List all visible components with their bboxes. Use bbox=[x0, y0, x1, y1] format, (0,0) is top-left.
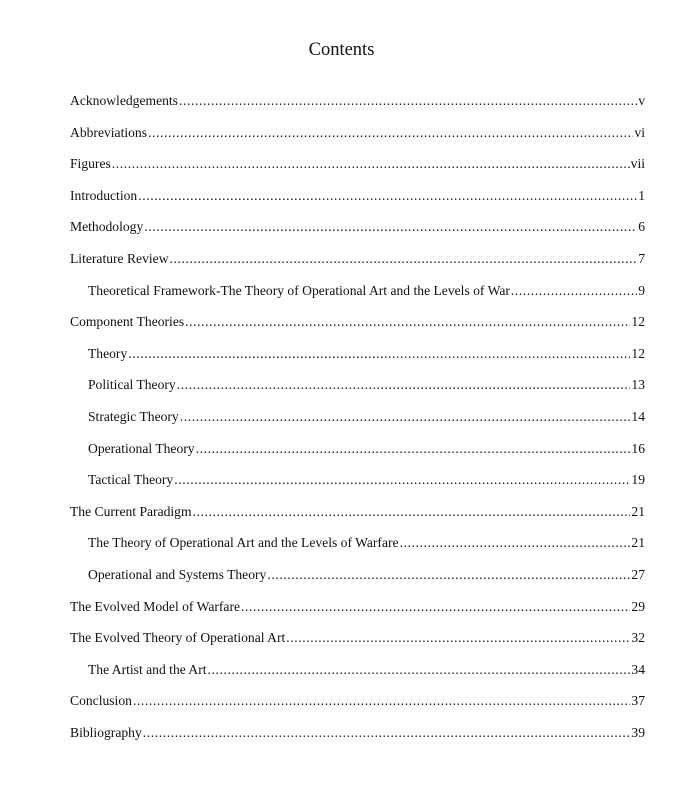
toc-entry-label: Acknowledgements bbox=[70, 93, 178, 108]
table-of-contents bbox=[70, 91, 645, 754]
toc-entry-page-number: 34 bbox=[631, 661, 645, 677]
toc-dot-leader bbox=[148, 123, 633, 143]
toc-entry bbox=[70, 375, 645, 407]
toc-entry-label: Abbreviations bbox=[70, 124, 148, 140]
toc-entry-label: The Theory of Operational Art and the Levels of Warfare bbox=[88, 535, 399, 551]
toc-entry-label: Tactical Theory bbox=[88, 472, 174, 488]
toc-entry bbox=[70, 407, 645, 439]
toc-entry-page-number: 16 bbox=[631, 440, 645, 456]
toc-dot-leader bbox=[143, 723, 631, 743]
toc-entry-page-number: 29 bbox=[631, 598, 645, 614]
toc-entry-page-number: 13 bbox=[631, 377, 645, 393]
toc-entry-label: Theory bbox=[88, 345, 128, 361]
toc-dot-leader bbox=[196, 439, 631, 459]
toc-dot-leader bbox=[511, 281, 637, 301]
toc-dot-leader bbox=[185, 312, 630, 332]
toc-entry-label: The Evolved Model of Warfare bbox=[70, 598, 241, 614]
toc-entry-label: Theoretical Framework-The Theory of Operational Art and the Levels of War bbox=[88, 282, 510, 298]
toc-entry-label: Methodology bbox=[70, 219, 144, 235]
toc-dot-leader bbox=[128, 344, 630, 364]
toc-entry-page-number: 32 bbox=[631, 630, 645, 646]
toc-entry-label: The Current Paradigm bbox=[70, 503, 192, 519]
toc-entry-page-number: 7 bbox=[638, 250, 645, 266]
toc-dot-leader bbox=[241, 597, 630, 617]
toc-entry-page-number: v bbox=[638, 93, 645, 108]
toc-entry bbox=[70, 186, 645, 218]
toc-entry bbox=[70, 470, 645, 502]
toc-entry-label: Conclusion bbox=[70, 693, 132, 709]
toc-dot-leader bbox=[193, 502, 631, 522]
toc-entry bbox=[70, 533, 645, 565]
toc-dot-leader bbox=[177, 375, 631, 395]
toc-entry-page-number: 27 bbox=[631, 566, 645, 582]
toc-entry bbox=[70, 154, 645, 186]
toc-entry bbox=[70, 597, 645, 629]
toc-entry bbox=[70, 123, 645, 155]
toc-dot-leader bbox=[267, 565, 630, 585]
toc-entry bbox=[70, 312, 645, 344]
toc-entry-page-number: 1 bbox=[638, 187, 645, 203]
page-title: Contents bbox=[308, 40, 375, 60]
toc-entry-label: Literature Review bbox=[70, 250, 169, 266]
toc-entry-page-number: 14 bbox=[631, 408, 645, 424]
toc-dot-leader bbox=[174, 470, 630, 490]
toc-entry bbox=[70, 249, 645, 281]
toc-entry bbox=[70, 565, 645, 597]
toc-dot-leader bbox=[144, 217, 637, 237]
toc-entry-page-number: 21 bbox=[631, 535, 645, 551]
toc-dot-leader bbox=[170, 249, 638, 269]
toc-entry-label: Operational and Systems Theory bbox=[88, 566, 267, 582]
toc-entry bbox=[70, 217, 645, 249]
toc-entry bbox=[70, 281, 645, 313]
toc-entry-label: Introduction bbox=[70, 187, 138, 203]
toc-dot-leader bbox=[286, 628, 630, 648]
toc-entry-page-number: vi bbox=[634, 124, 645, 140]
toc-dot-leader bbox=[400, 533, 631, 553]
toc-entry bbox=[70, 439, 645, 471]
toc-entry-page-number: 21 bbox=[631, 503, 645, 519]
toc-entry-page-number: 37 bbox=[631, 693, 645, 709]
toc-entry bbox=[70, 344, 645, 376]
toc-entry bbox=[70, 502, 645, 534]
toc-dot-leader bbox=[208, 660, 631, 680]
toc-dot-leader bbox=[112, 154, 630, 174]
toc-dot-leader bbox=[133, 691, 630, 711]
toc-entry-page-number: 19 bbox=[631, 472, 645, 488]
toc-entry-label: Operational Theory bbox=[88, 440, 195, 456]
toc-entry-page-number: 12 bbox=[631, 345, 645, 361]
toc-entry bbox=[70, 91, 645, 123]
toc-entry-page-number: 9 bbox=[638, 282, 645, 298]
toc-entry-label: Figures bbox=[70, 156, 111, 172]
toc-entry-page-number: 39 bbox=[631, 724, 645, 740]
toc-entry-page-number: 12 bbox=[631, 314, 645, 330]
toc-entry-label: Component Theories bbox=[70, 314, 185, 330]
toc-entry-label: The Evolved Theory of Operational Art bbox=[70, 630, 286, 646]
toc-dot-leader bbox=[138, 186, 637, 206]
toc-entry-label: Bibliography bbox=[70, 724, 142, 740]
toc-entry-page-number: 6 bbox=[638, 219, 645, 235]
toc-dot-leader bbox=[180, 407, 631, 427]
toc-entry bbox=[70, 660, 645, 692]
toc-entry-label: The Artist and the Art bbox=[88, 661, 207, 677]
toc-entry-label: Political Theory bbox=[88, 377, 176, 393]
toc-dot-leader bbox=[179, 91, 637, 111]
toc-entry-page-number: vii bbox=[630, 156, 645, 172]
toc-entry-label: Strategic Theory bbox=[88, 408, 179, 424]
toc-entry bbox=[70, 691, 645, 723]
toc-entry bbox=[70, 628, 645, 660]
toc-entry bbox=[70, 723, 645, 755]
